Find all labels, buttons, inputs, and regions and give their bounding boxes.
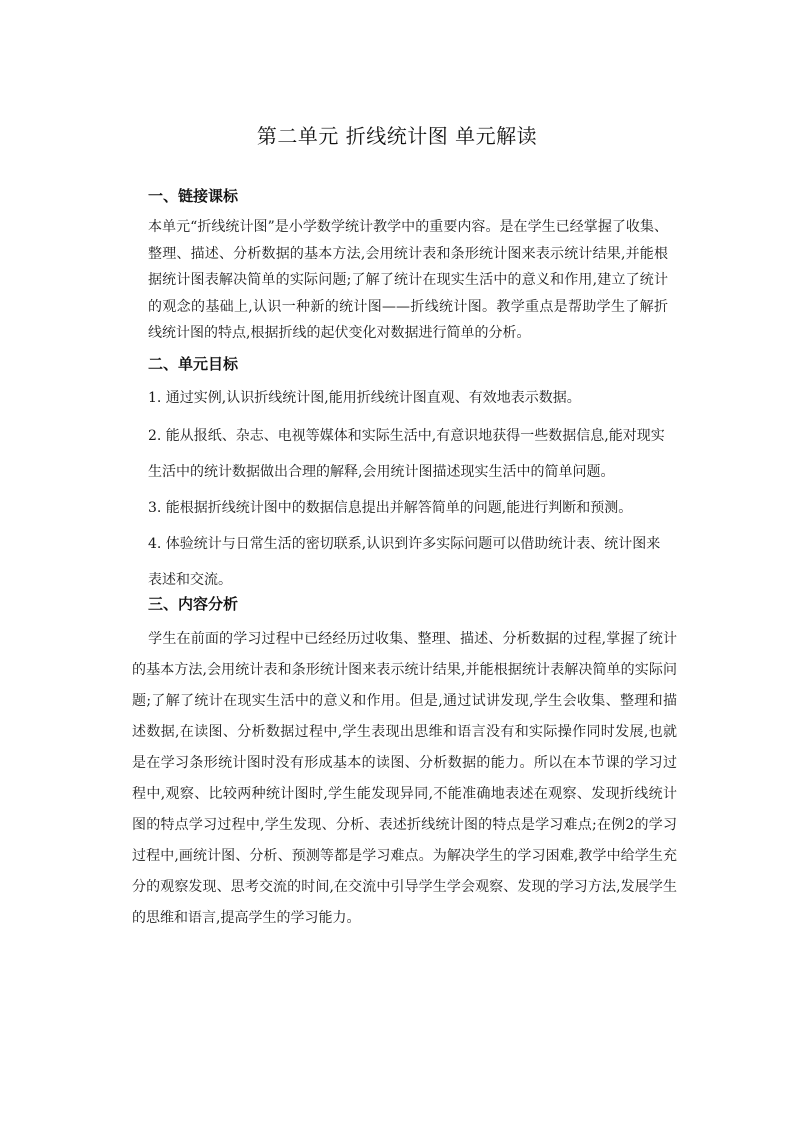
goal-item-1: 1. 通过实例,认识折线统计图,能用折线统计图直观、有效地表示数据。	[148, 390, 581, 406]
content-analysis-text: 学生在前面的学习过程中已经经历过收集、整理、描述、分析数据的过程,掌握了统计的基本方法,会用统计表和条形统计图来表示统计结果,并能根据统计表解决简单的实际问题;了解了统计在现实生活中的意义和作用。但是,通过试讲发现,学生会收集、整理和描述数据,在读图、分析数据过程中,学生表现出思维和语言没有和实际操作同时发展,也就是在学习条形统计图时没有形成基本的读图、分析数据的能力。所以在本节课的学习过程中,观察、比较两种统计图时,学生能发现异同,不能准确地表述在观察、发现折线统计图的特点学习过程中,学生发现、分析、表述折线统计图的特点是学习难点;在例2的学习过程中,画统计图、分析、预测等都是学习难点。为解决学生的学习困难,教学中给学生充分的观察发现、思考交流的时间,在交流中引导学生学会观察、发现的学习方法,发展学生的思维和语言,提高学生的学习能力。	[132, 631, 677, 926]
section-heading-unit-goals: 二、单元目标	[148, 355, 239, 373]
section-heading-content-analysis: 三、内容分析	[148, 595, 239, 613]
goal-item-4: 4. 体验统计与日常生活的密切联系,认识到许多实际问题可以借助统计表、统计图来表述和交流。	[148, 536, 661, 588]
document-title: 第二单元 折线统计图 单元解读	[256, 124, 538, 148]
section-heading-curriculum-link: 一、链接课标	[148, 187, 239, 205]
section-paragraph-curriculum-link: 本单元“折线统计图”是小学数学统计教学中的重要内容。是在学生已经掌握了收集、整理、描述、分析数据的基本方法,会用统计表和条形统计图来表示统计结果,并能根据统计图表解决简单的实际问题;了解了统计在现实生活中的意义和作用,建立了统计的观念的基础上,认识一种新的统计图——折线统计图。教学重点是帮助学生了解折线统计图的特点,根据折线的起伏变化对数据进行简单的分析。	[148, 219, 668, 341]
goal-item-3: 3. 能根据折线统计图中的数据信息提出并解答简单的问题,能进行判断和预测。	[148, 500, 633, 516]
goal-item-2: 2. 能从报纸、杂志、电视等媒体和实际生活中,有意识地获得一些数据信息,能对现实生活中的统计数据做出合理的解释,会用统计图描述现实生活中的简单问题。	[148, 428, 665, 480]
section-paragraph-content-analysis	[132, 624, 677, 934]
